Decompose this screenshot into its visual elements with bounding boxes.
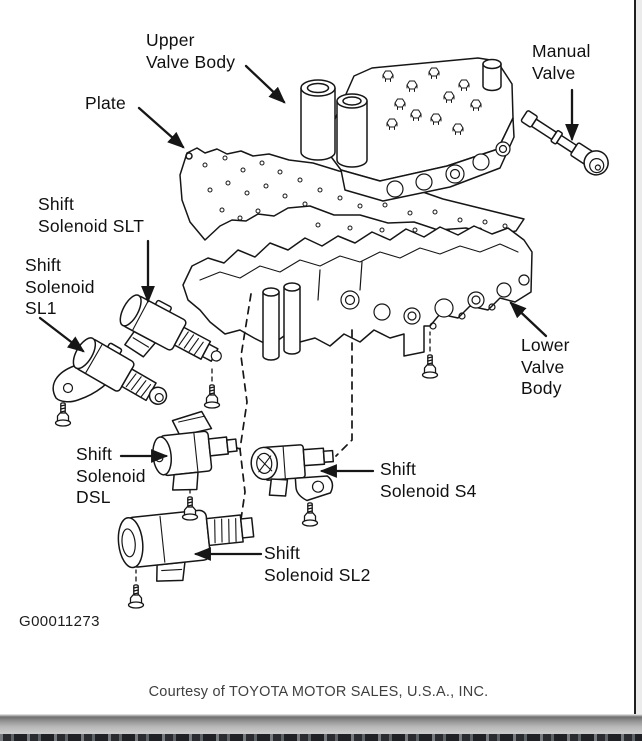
label-shift-solenoid-s4-line-1: Shift [380,459,417,479]
shift-solenoid-s4-drawing [250,443,336,505]
credit-line: Courtesy of TOYOTA MOTOR SALES, U.S.A., INC. [148,684,489,700]
label-shift-solenoid-slt-line-2: Solenoid SLT [38,215,145,236]
label-shift-solenoid-slt [38,194,144,237]
label-lower-valve-body-line-3: Body [521,378,562,398]
label-shift-solenoid-sl2 [264,543,371,586]
arrow-plate [139,108,183,147]
footer-bar [0,714,642,741]
label-shift-solenoid-sl1 [25,255,95,320]
label-shift-solenoid-sl1-line-1: Shift [25,255,62,275]
label-shift-solenoid-slt-line-1: Shift [38,194,75,214]
label-plate-line-1: Plate [85,93,126,113]
label-manual-valve [532,41,591,84]
label-shift-solenoid-sl1-line-2: Solenoid [25,276,95,297]
label-shift-solenoid-dsl-line-1: Shift [76,444,113,464]
lower-valve-body-drawing [183,226,532,360]
label-lower-valve-body-line-1: Lower [521,335,570,355]
label-shift-solenoid-sl2-line-2: Solenoid SL2 [264,564,371,585]
label-upper-valve-body-line-2: Valve Body [146,51,236,72]
label-shift-solenoid-s4 [380,459,477,502]
label-shift-solenoid-sl2-line-1: Shift [264,543,301,563]
label-manual-valve-line-2: Valve [532,62,576,83]
label-upper-valve-body-line-1: Upper [146,30,195,50]
label-lower-valve-body-line-2: Valve [521,356,565,377]
label-shift-solenoid-s4-line-2: Solenoid S4 [380,480,477,501]
manual-valve-drawing [517,106,612,180]
label-upper-valve-body [146,30,235,73]
label-shift-solenoid-dsl [76,444,146,509]
taskbar-edge-strip [0,734,642,741]
label-shift-solenoid-sl1-line-3: SL1 [25,298,57,318]
label-shift-solenoid-dsl-line-2: Solenoid [76,465,146,486]
scrollbar-gutter [636,0,642,714]
figure-id: G00011273 [19,613,100,630]
label-plate [85,93,126,115]
label-shift-solenoid-dsl-line-3: DSL [76,487,111,507]
arrow-upper-valve-body [246,66,284,102]
arrow-shift-solenoid-sl1 [40,318,83,351]
label-manual-valve-line-1: Manual [532,41,591,61]
label-lower-valve-body [521,335,570,400]
arrow-lower-valve-body [511,303,546,336]
shift-solenoid-dsl-drawing [149,408,241,493]
